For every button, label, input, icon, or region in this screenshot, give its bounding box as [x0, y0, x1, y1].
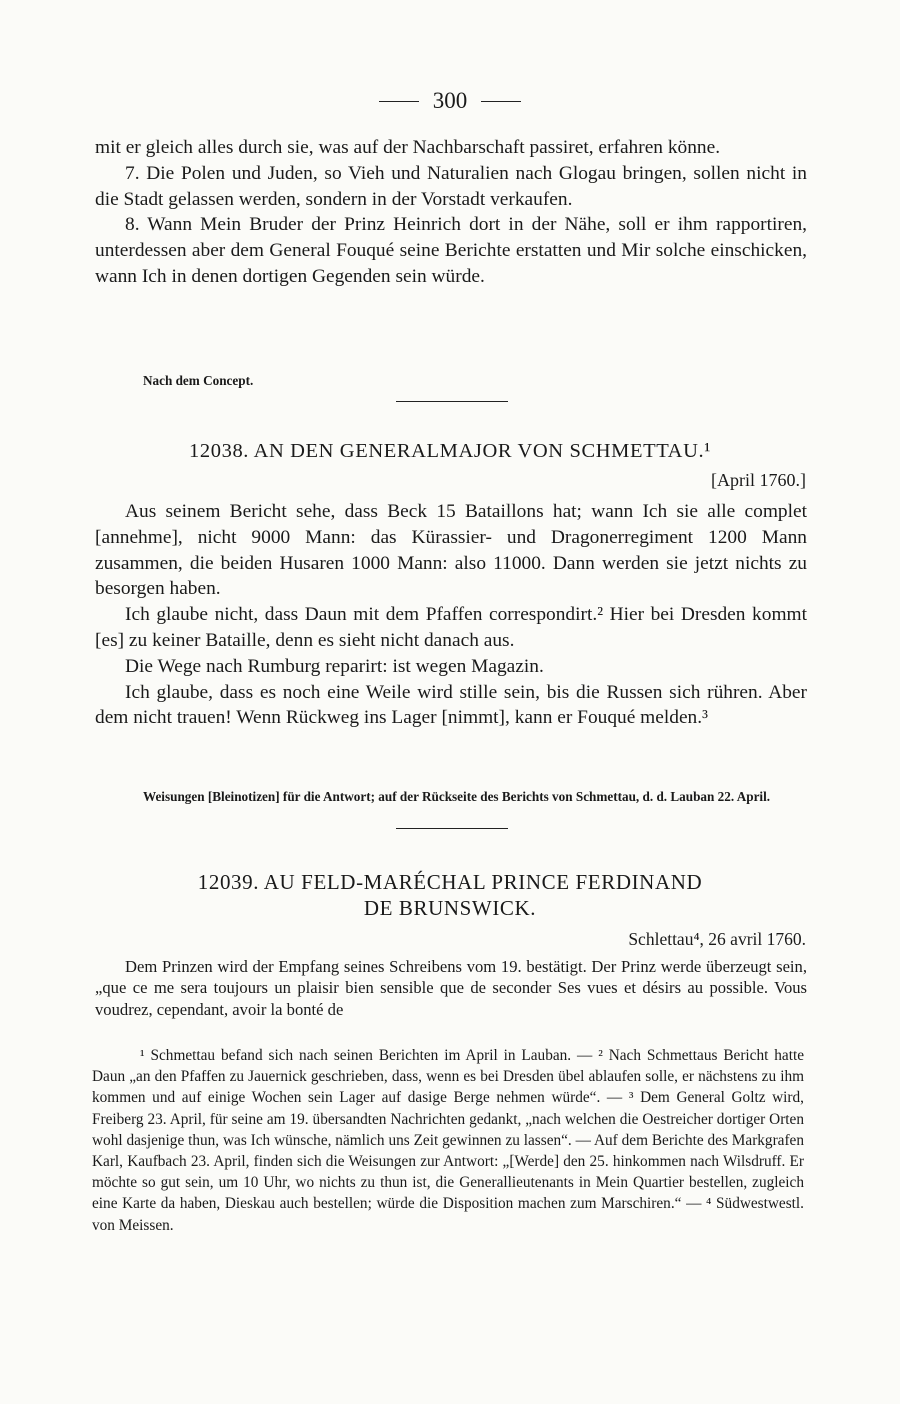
source-note-1: Nach dem Concept.: [143, 373, 254, 388]
letter-12039-date: Schlettau⁴, 26 avril 1760.: [628, 929, 806, 949]
letter-12038-date: [April 1760.]: [711, 470, 806, 490]
intro-line-1: mit er gleich alles durch sie, was auf der Nachbarschaft passiret, erfahren könne.: [95, 137, 721, 158]
source-note-2: Weisungen [Bleinotizen] für die Antwort; auf der Rückseite des Berichts von Schmettau, d. d. Lauban 22. April.: [143, 789, 771, 804]
letter-12039-heading-line-1: 12039. AU FELD-MARÉCHAL PRINCE FERDINAND: [197, 870, 703, 894]
intro-item-7: 7. Die Polen und Juden, so Vieh und Naturalien nach Glogau bringen, sollen nicht in die Stadt gelassen werden, sondern in der Vorstadt verkaufen.: [95, 162, 807, 210]
letter-12039-heading-line-2: DE BRUNSWICK.: [363, 896, 537, 920]
letter-12039-paragraph: Dem Prinzen wird der Empfang seines Schreibens vom 19. bestätigt. Der Prinz werde überzeugt sein, „que ce me sera toujours un plaisir bien sensible que de seconder Ses vues et désirs au possible. Vous voudrez, cependant, avoir la bonté de: [95, 957, 807, 1019]
footnotes: ¹ Schmettau befand sich nach seinen Berichten im April in Lauban. — ² Nach Schmettaus Bericht hatte Daun „an den Pfaffen zu Jauernick geschrieben, dass, wenn es bei Dresden übel ablaufen solle, er nächstens zu ihm kommen und auf einige Wochen sein Lager auf dasige Berge nehmen würde“. — ³ Dem General Goltz wird, Freiberg 23. April, für seine am 19. übersandten Nachrichten gedankt, „nach welchen die Oestreicher dortiger Orten wohl dasjenige thun, was Ich wünsche, nämlich uns Zeit gewinnen zu lassen“. — Auf dem Berichte des Markgrafen Karl, Kaufbach 23. April, finden sich die Weisungen zur Antwort: „[Werde] den 25. hinkommen nach Wilsdruff. Er möchte so gut sein, um 10 Uhr, wo nichts zu thun ist, die Generallieutenants in Mein Quartier bestellen, zugleich eine Karte da haben, Dieskau auch bestellen; würde die Disposition machen zum Marschiren.“ — ⁴ Südwestwestl. von Meissen.: [92, 1047, 804, 1234]
page-header: [0, 88, 900, 114]
letter-12038-paragraph: Ich glaube nicht, dass Daun mit dem Pfaffen correspondirt.² Hier bei Dresden kommt [es] zu keiner Bataille, denn es sieht nicht danach aus.: [95, 604, 807, 651]
section-divider-1: [396, 401, 508, 402]
letter-12038-heading: 12038. AN DEN GENERALMAJOR VON SCHMETTAU.¹: [189, 440, 711, 462]
letter-12039-body: [95, 956, 807, 1020]
page-number: 300: [432, 88, 468, 113]
header-rule-right: [481, 101, 521, 102]
letter-12038-body: [95, 499, 807, 731]
letter-12038-paragraph: Ich glaube, dass es noch eine Weile wird stille sein, bis die Russen sich rühren. Aber dem nicht trauen! Wenn Rückweg ins Lager [nimmt], kann er Fouqué melden.³: [95, 681, 807, 729]
letter-12038-paragraph: Aus seinem Bericht sehe, dass Beck 15 Bataillons hat; wann Ich sie alle complet [annehme], nicht 9000 Mann: das Kürassier- und Dragonerregiment 1200 Mann zusammen, die beiden Husaren 1000 Mann: also 11000. Dann werden sie jetzt nichts zu besorgen haben.: [95, 501, 807, 600]
letter-12038-paragraph: Die Wege nach Rumburg reparirt: ist wegen Magazin.: [125, 655, 544, 677]
intro-section: [95, 135, 807, 290]
intro-item-8: 8. Wann Mein Bruder der Prinz Heinrich dort in der Nähe, soll er ihm rapportiren, unterdessen aber dem General Fouqué seine Berichte erstatten und Mir solche einschicken, wann Ich in denen dortigen Gegenden sein würde.: [95, 214, 807, 287]
section-divider-2: [396, 828, 508, 829]
header-rule-left: [379, 101, 419, 102]
